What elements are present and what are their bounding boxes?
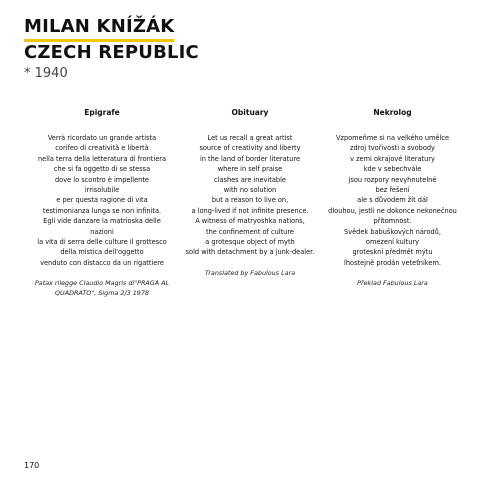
poem-line: venduto con distacco da un rigattiere xyxy=(40,258,164,267)
poem-lines xyxy=(32,133,172,268)
poem-line: e per questa ragione di vita xyxy=(56,196,148,205)
poem-line: sold with detachment by a junk-dealer. xyxy=(185,248,315,257)
poem-line: jsou rozpory nevyhnutelné xyxy=(348,175,437,184)
artist-country: CZECH REPUBLIC xyxy=(24,42,199,63)
poem-line: but a reason to live on, xyxy=(211,196,289,205)
page-number: 170 xyxy=(24,461,40,470)
poem-line: Let us recall a great artist xyxy=(207,134,293,142)
poem-line: Verrà ricordato un grande artista xyxy=(47,134,157,142)
artist-name: MILAN KNÍŽÁK xyxy=(24,17,174,42)
poem-line: Egli vide danzare la matrioska delle xyxy=(43,217,161,226)
poem-lines xyxy=(185,133,315,258)
poem-line: kde v sebechvále xyxy=(363,165,422,174)
poem-line: a grotesque object of myth xyxy=(205,238,295,247)
poem-line: a long-lived if not infinite presence. xyxy=(191,206,309,215)
poem-line: bez řešení xyxy=(375,186,410,195)
translator-note xyxy=(185,268,315,278)
poem-line: where in self praise xyxy=(217,165,283,174)
column-title: Nekrolog xyxy=(373,108,412,117)
poem-line: nazioni xyxy=(90,227,114,236)
poem-line: přítomnost. xyxy=(373,217,412,226)
poem-line: irrisolubile xyxy=(84,186,120,195)
poem-line: testimonianza lunga se non infinita. xyxy=(42,206,162,215)
poem-line: A witness of matryoshka nations, xyxy=(195,217,305,226)
birth-year: * 1940 xyxy=(24,66,68,81)
translator-note xyxy=(325,278,460,288)
column-english xyxy=(185,108,315,278)
poem-lines xyxy=(325,133,460,268)
poem-line: nella terra della letteratura di frontiera xyxy=(37,154,167,163)
poem-line: in the land of border literature xyxy=(199,154,301,163)
poem-line: with no solution xyxy=(223,186,277,195)
poem-line: lhostejně prodán veteťníkem. xyxy=(344,258,441,267)
column-title: Epigrafe xyxy=(84,108,120,117)
poem-line: groteskní předmět mýtu xyxy=(352,248,433,257)
poem-line: la vita di serra delle culture il grottesco xyxy=(37,238,167,247)
page-header xyxy=(24,17,199,83)
note-line: QUADRATO", Sigma 2/3 1978 xyxy=(55,289,149,298)
column-italian xyxy=(32,108,172,298)
attribution-note xyxy=(32,278,172,298)
poem-line: dlouhou, jestli ne dokonce nekonečnou xyxy=(328,206,457,215)
poem-line: della mistica dell'oggetto xyxy=(60,248,144,257)
column-czech xyxy=(325,108,460,288)
poem-line: che si fa oggetto di se stessa xyxy=(53,165,151,174)
poem-line: source of creativity and liberty xyxy=(199,144,301,153)
poem-line: clashes are inevitable xyxy=(214,175,286,184)
poem-line: v zemi okrajové literatury xyxy=(350,154,435,163)
poem-line: Vzpomeňme si na velkého umělce xyxy=(335,134,450,142)
poem-line: the confinement of culture xyxy=(206,227,294,236)
note-line: Translated by Fabulous Lara xyxy=(204,268,296,277)
poem-line: ale s důvodem žít dál xyxy=(357,196,428,205)
note-line: Patax rilegge Claudio Magris di"PRAGA AL xyxy=(34,279,170,288)
poem-line: Svědek babuškových národů, xyxy=(344,227,441,236)
poem-line: dove lo scontro è impellente xyxy=(55,175,149,184)
poem-line: omezení kultury xyxy=(365,238,420,247)
poem-line: zdroj tvořivosti a svobody xyxy=(350,144,435,153)
poem-line: corifeo di creatività e libertà xyxy=(55,144,149,153)
note-line: Překlad Fabulous Lara xyxy=(357,279,428,288)
column-title: Obituary xyxy=(231,108,269,117)
